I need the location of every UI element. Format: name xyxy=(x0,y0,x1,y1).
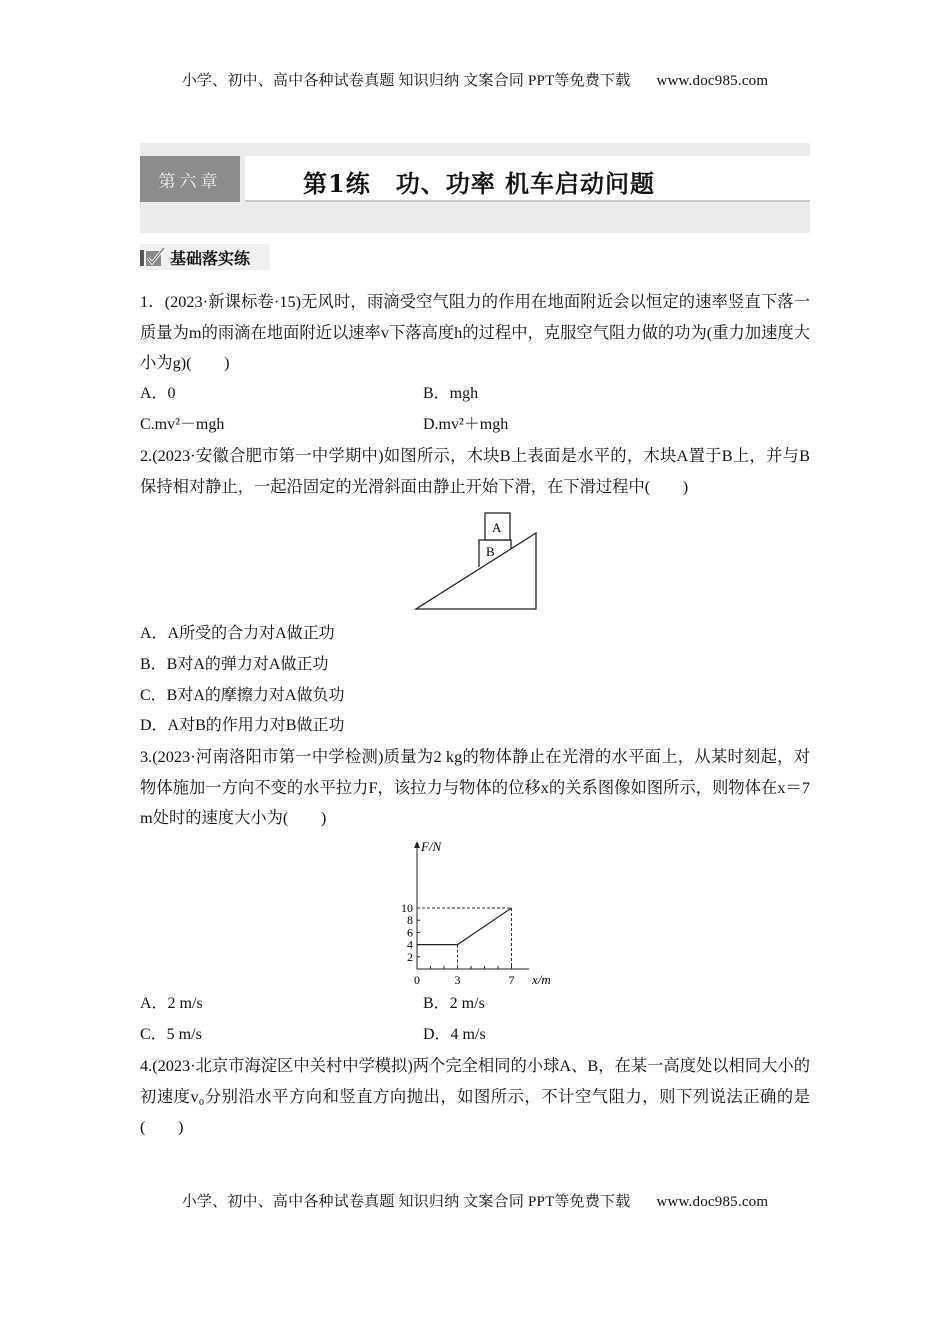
y-tick-label: 2 xyxy=(407,949,413,964)
y-tick-label: 6 xyxy=(407,925,413,940)
question-3-stem: 3.(2023·河南洛阳市第一中学检测)质量为2 kg的物体静止在光滑的水平面上，从某时刻起，对物体施加一方向不变的水平拉力F，该拉力与物体的位移x的关系图像如图所示，则物体在x＝7 m处时的速度大小为( ) xyxy=(140,747,810,828)
question-1-stem: 1．(2023·新课标卷·15)无风时，雨滴受空气阻力的作用在地面附近会以恒定的速率竖直下落一质量为m的雨滴在地面附近以速率v下落高度h的过程中，克服空气阻力做的功为(重力加速度大小为g)( ) xyxy=(140,292,810,373)
x-tick-label: 0 xyxy=(414,973,420,987)
force-line xyxy=(417,908,512,945)
q1-option-d: D.mv²＋mgh xyxy=(423,416,509,433)
q3-option-c: C．5 m/s xyxy=(140,1026,202,1043)
page-title: 第1练 功、功率 机车启动问题 xyxy=(303,169,656,198)
footer-text: 小学、初中、高中各种试卷真题 知识归纳 文案合同 PPT等免费下载 xyxy=(181,1194,631,1210)
top-banner xyxy=(0,69,950,90)
q1-option-b: B．mgh xyxy=(423,385,479,402)
q3-option-d: D．4 m/s xyxy=(423,1026,486,1043)
incline-figure xyxy=(410,508,540,614)
q3-option-a: A．2 m/s xyxy=(140,995,203,1012)
banner-url[interactable]: www.doc985.com xyxy=(656,73,769,89)
q2-option-a: A．A所受的合力对A做正功 xyxy=(140,625,335,642)
checkbox-icon xyxy=(140,246,166,268)
footer-url[interactable]: www.doc985.com xyxy=(656,1194,769,1210)
section-label: 基础落实练 xyxy=(170,248,251,268)
question-4-stem: 4.(2023·北京市海淀区中关村中学模拟)两个完全相同的小球A、B，在某一高度处以相同大小的初速度v₀分别沿水平方向和竖直方向抛出，如图所示，不计空气阻力，则下列说法正确的是( ) xyxy=(140,1056,810,1137)
x-tick-label: 3 xyxy=(454,973,461,987)
y-tick-label: 8 xyxy=(407,913,413,928)
block-b xyxy=(479,540,511,567)
block-a-label: A xyxy=(492,520,502,535)
banner-text: 小学、初中、高中各种试卷真题 知识归纳 文案合同 PPT等免费下载 xyxy=(181,73,631,89)
q1-option-a: A．0 xyxy=(140,385,176,402)
y-axis-arrow xyxy=(414,841,420,848)
force-displacement-graph xyxy=(380,835,560,995)
x-tick-label: 7 xyxy=(508,973,515,987)
incline-triangle xyxy=(416,533,536,609)
block-b-label: B xyxy=(486,544,495,559)
y-tick-label: 10 xyxy=(401,901,413,915)
bottom-banner xyxy=(0,1190,950,1211)
q1-option-c: C.mv²－mgh xyxy=(140,416,225,433)
y-tick-label: 4 xyxy=(407,937,413,952)
q2-option-c: C．B对A的摩擦力对A做负功 xyxy=(140,687,345,704)
x-axis-label: x/m xyxy=(532,972,551,987)
chapter-label: 第六章 xyxy=(140,156,240,202)
q2-option-b: B．B对A的弹力对A做正功 xyxy=(140,656,329,673)
y-axis-label: F/N xyxy=(421,839,442,854)
question-2-stem: 2.(2023·安徽合肥市第一中学期中)如图所示，木块B上表面是水平的，木块A置于B上，并与B保持相对静止，一起沿固定的光滑斜面由静止开始下滑，在下滑过程中( ) xyxy=(140,446,810,496)
q3-option-b: B．2 m/s xyxy=(423,995,485,1012)
section-heading xyxy=(140,244,270,270)
q2-option-d: D．A对B的作用力对B做正功 xyxy=(140,717,345,734)
